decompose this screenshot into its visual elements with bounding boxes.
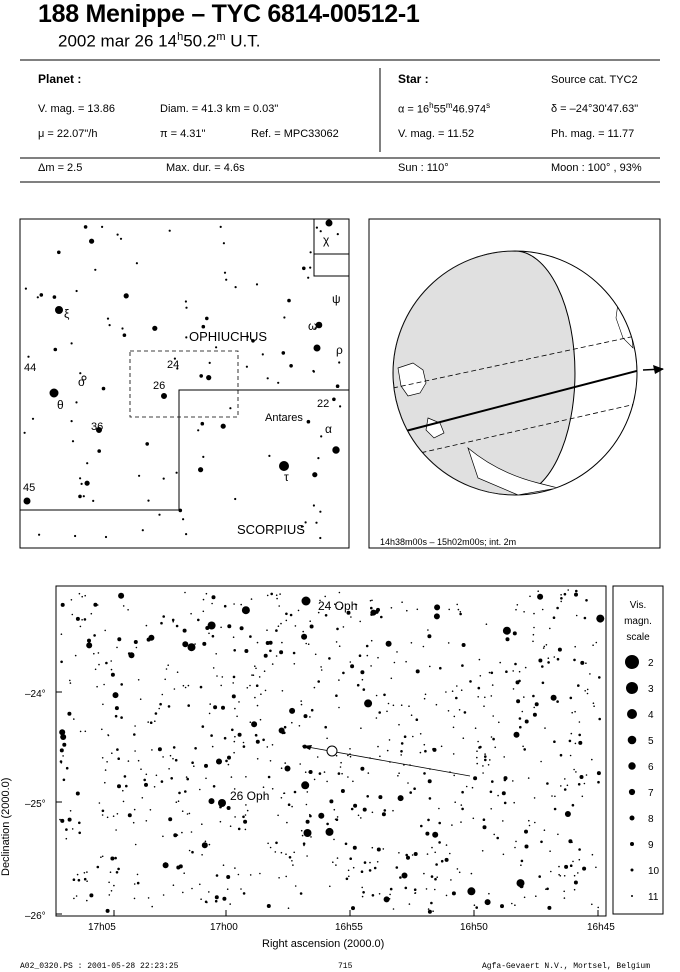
globe-caption: 14h38m00s – 15h02m00s; int. 2m: [380, 537, 517, 547]
greek-omicron: ο: [78, 375, 85, 389]
max-duration: Max. dur. = 4.6s: [166, 162, 245, 174]
star-alpha: $\alpha = 16^h55^m46.974^s$: [398, 101, 491, 116]
xtick-16h55: 16h55: [335, 922, 363, 933]
mag-label-2: 2: [648, 658, 654, 669]
ytick-25: –25°: [25, 799, 46, 810]
label-24-oph: 24 Oph: [318, 599, 358, 613]
xtick-17h05: 17h05: [88, 922, 116, 933]
mag-label-8: 8: [648, 814, 654, 825]
num-24: 24: [167, 359, 180, 371]
event-datetime: 2002 mar 26 14$^h$50.2$^m$ U.T.: [58, 31, 261, 51]
planet-vmag: V. mag. = 13.86: [38, 103, 115, 115]
star-source: Source cat. TYC2: [551, 74, 638, 86]
mag-label-4: 4: [648, 710, 654, 721]
mag-dot-7: [629, 789, 635, 795]
sun-elongation: Sun : 110°: [398, 162, 449, 174]
greek-omega: ω: [308, 319, 318, 333]
planet-heading: Planet :: [38, 72, 82, 86]
mag-label-7: 7: [648, 788, 654, 799]
mag-label-10: 10: [648, 866, 660, 877]
scorpius-label: SCORPIUS: [237, 522, 305, 537]
delta-mag: Δm = 2.5: [38, 162, 83, 174]
planet-pi: π = 4.31": [160, 128, 206, 140]
scale-title-3: scale: [626, 632, 650, 643]
planet-diam: Diam. = 41.3 km = 0.03": [160, 103, 279, 115]
mag-dot-10: [631, 869, 634, 872]
star-phmag: Ph. mag. = 11.77: [551, 128, 635, 140]
mag-dot-5: [628, 736, 637, 745]
greek-rho: ρ: [336, 343, 343, 357]
ophiuchus-label: OPHIUCHUS: [189, 329, 268, 344]
star-chart: [0, 584, 615, 954]
magnitude-scale: [612, 584, 666, 916]
star-heading: Star :: [398, 72, 429, 86]
footer-page: 715: [338, 962, 353, 971]
xtick-16h45: 16h45: [587, 922, 615, 933]
x-axis-label: Right ascension (2000.0): [262, 938, 385, 950]
greek-chi: χ: [323, 233, 330, 247]
mag-dot-6: [628, 762, 635, 769]
xtick-16h50: 16h50: [460, 922, 488, 933]
mag-label-5: 5: [648, 736, 654, 747]
num-45: 45: [23, 482, 36, 494]
mag-dot-3: [626, 682, 638, 694]
greek-tau: τ: [284, 470, 289, 484]
num-44: 44: [24, 362, 37, 374]
mag-dot-2: [625, 655, 639, 669]
xtick-17h00: 17h00: [210, 922, 238, 933]
star-delta: δ = –24°30'47.63": [551, 103, 639, 115]
footer-company: Agfa-Gevaert N.V., Mortsel, Belgium: [482, 962, 651, 971]
ytick-26: –26°: [25, 911, 46, 922]
num-26: 26: [153, 380, 166, 392]
constellation-chart: [19, 218, 351, 550]
mag-dot-11: [631, 895, 633, 897]
mag-label-9: 9: [648, 840, 654, 851]
num-22: 22: [317, 398, 330, 410]
mag-label-6: 6: [648, 762, 654, 773]
greek-theta: θ: [57, 398, 64, 412]
planet-mu: μ = 22.07"/h: [38, 128, 98, 140]
label-26-oph: 26 Oph: [230, 789, 270, 803]
antares-label: Antares: [265, 412, 303, 424]
mag-label-11: 11: [648, 892, 659, 903]
target-star-marker: [327, 746, 337, 756]
planet-ref: Ref. = MPC33062: [251, 128, 339, 140]
num-36: 36: [91, 421, 104, 433]
y-axis-label: Declination (2000.0): [0, 777, 12, 876]
scale-title-1: Vis.: [629, 600, 647, 611]
page-title: 188 Menippe – TYC 6814-00512-1: [38, 0, 420, 28]
greek-alpha: α: [325, 422, 332, 436]
mag-dot-4: [627, 709, 637, 719]
scale-title-2: magn.: [624, 616, 652, 627]
moon-elongation: Moon : 100° , 93%: [551, 162, 642, 174]
greek-xi: ξ: [64, 307, 70, 321]
globe-panel: [368, 218, 662, 550]
greek-psi: ψ: [332, 292, 341, 306]
mag-dot-8: [630, 816, 635, 821]
mag-dot-9: [630, 842, 634, 846]
mag-label-3: 3: [648, 684, 654, 695]
footer-file: A02_0320.PS : 2001-05-28 22:23:25: [20, 962, 179, 971]
ytick-24: –24°: [25, 689, 46, 700]
star-vmag: V. mag. = 11.52: [398, 128, 475, 140]
